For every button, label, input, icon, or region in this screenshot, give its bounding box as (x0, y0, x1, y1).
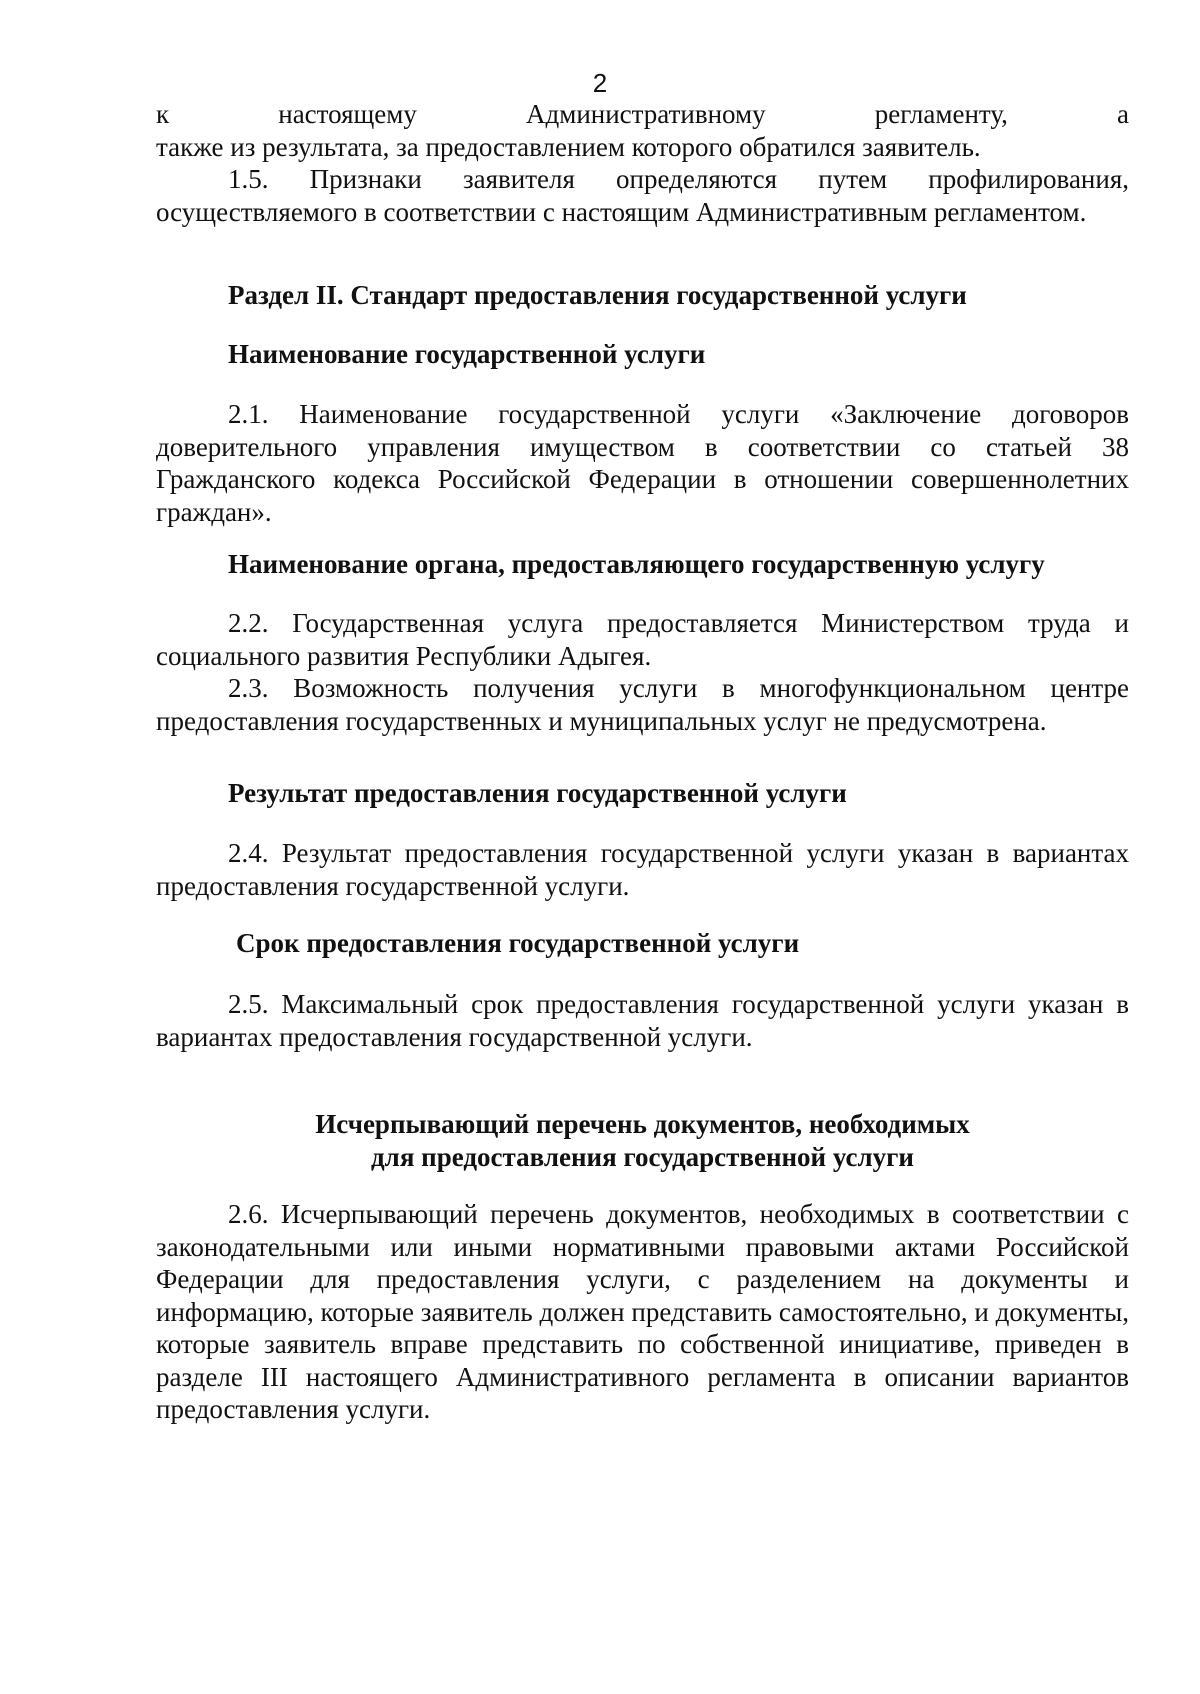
paragraph-2-3: 2.3. Возможность получения услуги в многофункциональном центре предоставления государственных и муниципальных услуг не предусмотрена. (156, 673, 1129, 736)
result-block (156, 837, 1129, 902)
intro-block (156, 98, 1129, 228)
heading-authority: Наименование органа, предоставляющего государственную услугу (228, 549, 1045, 579)
section-2-title: Раздел II. Стандарт предоставления государственной услуги (228, 280, 967, 310)
heading-service-name: Наименование государственной услуги (228, 339, 706, 369)
intro-line-1: к настоящему Административному регламенту, а (156, 99, 1129, 129)
paragraph-2-6: 2.6. Исчерпывающий перечень документов, необходимых в соответствии с законодательными или иными нормативными правовыми актами Российской Федерации для предоставления услуги, с разделением на документы и информацию, которые заявитель должен представить самостоятельно, и документы, которые заявитель вправе представить по собственной инициативе, приведен в разделе III настоящего Административного регламента в описании вариантов предоставления услуги. (156, 1199, 1129, 1424)
heading-documents (156, 1108, 1129, 1173)
page-number: 2 (592, 68, 608, 98)
paragraph-2-1: 2.1. Наименование государственной услуги «Заключение договоров доверительного управления имуществом в соответствии со статьей 38 Гражданского кодекса Российской Федерации в отношении совершеннолетних граждан». (156, 399, 1129, 527)
authority-block (156, 607, 1129, 737)
heading-documents-line-1: Исчерпывающий перечень документов, необходимых (315, 1109, 970, 1139)
intro-line-2: также из результата, за предоставлением которого обратился заявитель. (156, 131, 981, 162)
heading-result: Результат предоставления государственной услуги (228, 778, 847, 808)
documents-block (156, 1198, 1129, 1426)
paragraph-1-5: 1.5. Признаки заявителя определяются путем профилирования, осуществляемого в соответствии с настоящим Административным регламентом. (156, 164, 1129, 227)
term-block (156, 988, 1129, 1053)
heading-documents-line-2: для предоставления государственной услуги (371, 1141, 914, 1172)
paragraph-2-2: 2.2. Государственная услуга предоставляется Министерством труда и социального развития Республики Адыгея. (156, 608, 1129, 671)
paragraph-2-5: 2.5. Максимальный срок предоставления государственной услуги указан в вариантах предоставления государственной услуги. (156, 989, 1129, 1052)
paragraph-2-4: 2.4. Результат предоставления государственной услуги указан в вариантах предоставления государственной услуги. (156, 838, 1129, 901)
service-name-block (156, 398, 1129, 528)
heading-term: Срок предоставления государственной услуги (236, 928, 800, 958)
